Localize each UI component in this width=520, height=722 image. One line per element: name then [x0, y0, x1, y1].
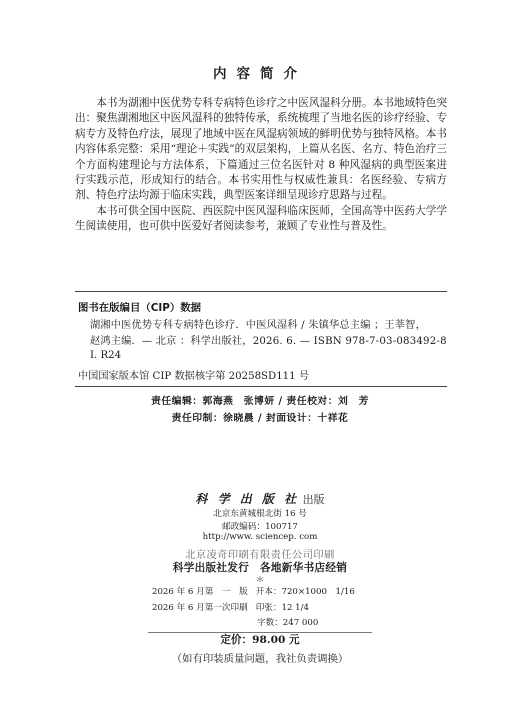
edition-format: 开本：720×1000 1/16	[255, 587, 355, 597]
publisher-line	[0, 490, 520, 507]
printer-line: 北京凌奇印刷有限责任公司印刷	[185, 550, 335, 561]
edition-row-3	[257, 614, 520, 632]
intro-title: 内容简介	[213, 66, 307, 82]
separator-star: ＊	[256, 575, 264, 584]
cip-bottom-rule	[75, 386, 447, 387]
publisher-postcode: 邮政编码：100717	[222, 522, 298, 532]
edition-sheets: 印张：12 1/4	[255, 603, 309, 613]
publisher-logo: 科 学 出 版 社	[195, 492, 300, 506]
staff-production: 责任印制：徐晓晨 / 封面设计：十祥花	[171, 413, 349, 424]
intro-paragraph-2: 本书可供全国中医院、西医院中医风湿科临床医师，全国高等中医药大学学生阅读使用，也可供中医爱好者阅读参考，兼顾了专业性与普及性。	[75, 204, 447, 233]
edition-print: 2026 年 6 月第一次印刷	[152, 603, 248, 613]
quality-notice: （如有印装质量问题，我社负责调换）	[171, 653, 349, 665]
cip-record-line-2: 赵鸿主编．— 北京 ：科学出版社，2026. 6. — ISBN 978-7-03-083492-8	[90, 336, 447, 347]
cip-top-rule	[75, 291, 447, 292]
cip-record	[90, 318, 450, 350]
publisher-address: 北京东黄城根北街 16 号	[213, 509, 307, 519]
distributor-line: 科学出版社发行 各地新华书店经销	[172, 562, 348, 574]
edition-first: 2026 年 6 月第 一 版	[152, 587, 248, 597]
staff-editors: 责任编辑：郭海燕 张博妍 / 责任校对：刘 芳	[151, 396, 369, 407]
price: 定价：98.00 元	[220, 634, 300, 646]
publisher-url: http://www. sciencep. com	[202, 532, 318, 542]
intro-paragraph-1: 本书为湖湘中医优势专科专病特色诊疗之中医风湿科分册。本书地域特色突出：聚焦湖湘地区中医风湿科的独特传承，系统梳理了当地名医的诊疗经验、专病专方及特色疗法，展现了地域中医在风湿病领域的鲜明优势与独特风格。本书内容体系完整：采用“理论＋实践”的双层架构，上篇从名医、名方、特色治疗三个方面构建理论与方法体系，下篇通过三位名医针对 8 种风湿病的典型医案进行实践示范，形成知行的结合。本书实用性与权威性兼具：名医经验、专病方剂、特色疗法均源于临床实践，典型医案详细呈现诊疗思路与过程。	[75, 97, 447, 202]
cip-record-line-1: 湖湘中医优势专科专病特色诊疗．中医风湿科 / 朱镇华总主编 ；王莘智，	[90, 320, 426, 331]
cip-classification: Ⅰ. R24	[90, 350, 122, 361]
cip-data-number: 中国国家版本馆 CIP 数据核字第 20258SD111 号	[78, 371, 310, 382]
intro-text	[75, 96, 447, 235]
edition-words: 字数：247 000	[257, 618, 319, 628]
publisher-suffix: 出版	[302, 493, 325, 506]
cip-heading: 图书在版编目（CIP）数据	[78, 302, 202, 314]
